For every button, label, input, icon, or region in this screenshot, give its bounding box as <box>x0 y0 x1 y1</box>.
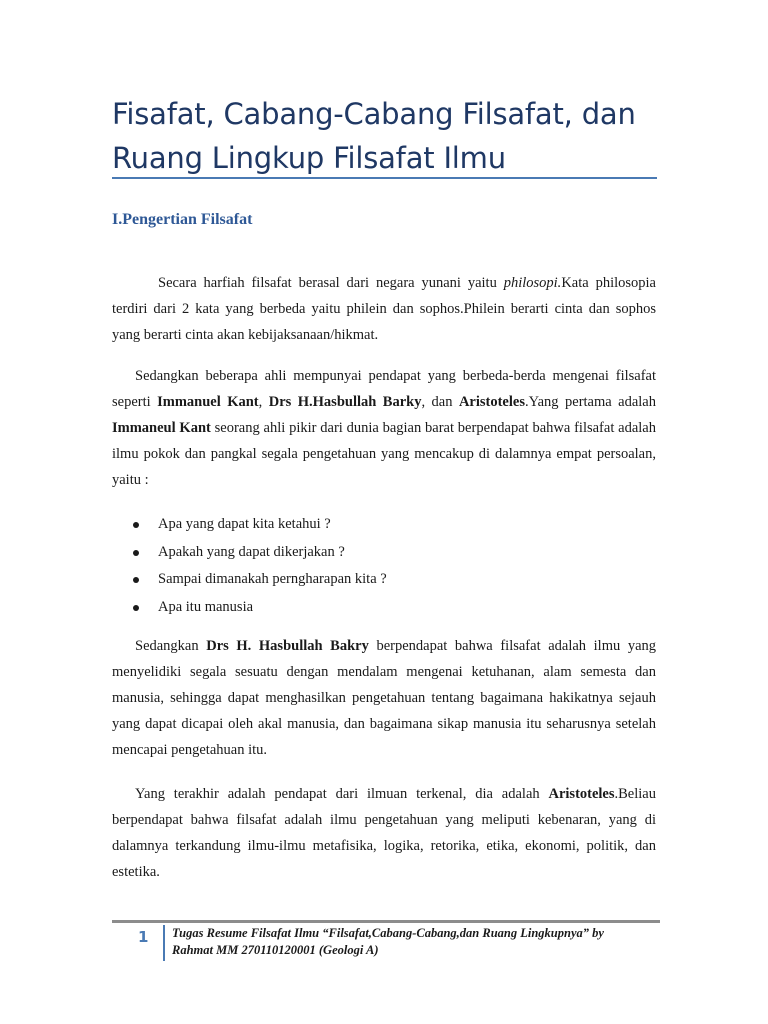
document-title <box>112 92 672 180</box>
bullet-icon <box>133 577 139 583</box>
list-item <box>112 511 656 539</box>
footer-caption <box>172 925 662 958</box>
p2-bold-immaneul: Immaneul Kant <box>112 420 211 436</box>
list-item <box>112 594 656 622</box>
list-item-text: Apakah yang dapat dikerjakan ? <box>158 543 345 560</box>
list-item <box>112 566 656 594</box>
question-list <box>112 511 656 621</box>
footer-divider <box>112 920 660 923</box>
bullet-icon <box>133 550 139 556</box>
p3-text-2: berpendapat bahwa filsafat adalah ilmu yang menyelidiki segala sesuatu dengan mendalam mengenai ketuhanan, alam semesta dan manusia, sehingga dapat menghasilkan pengetahuan tentang bagaimana hakikatnya sejauh yang dapat dicapai oleh akal manusia, dan bagaimana sikap manusia itu seharusnya setelah mencapai pengetahuan itu. <box>112 638 657 758</box>
paragraph-experts <box>112 363 656 493</box>
p2-text-2: , <box>258 394 269 410</box>
list-item-text: Apa yang dapat kita ketahui ? <box>158 516 331 532</box>
p4-text-1: Yang terakhir adalah pendapat dari ilmuan terkenal, dia adalah <box>135 786 549 802</box>
title-underline <box>112 177 657 179</box>
footer-line-2: Rahmat MM 270110120001 (Geologi A) <box>172 942 379 957</box>
p2-bold-aristoteles: Aristoteles <box>458 394 525 410</box>
p2-text-4: .Yang pertama adalah <box>524 394 656 410</box>
footer-line-1: Tugas Resume Filsafat Ilmu “Filsafat,Cabang-Cabang,dan Ruang Lingkupnya” by <box>172 926 604 940</box>
title-line-2: Ruang Lingkup Filsafat Ilmu <box>112 141 506 175</box>
paragraph-aristoteles <box>112 781 656 885</box>
p1-text-2: Kata philosopia terdiri dari 2 kata yang berbeda yaitu philein dan sophos.Philein berarti cinta dan sophos yang berarti cinta akan kebijaksanaan/hikmat. <box>112 275 656 343</box>
bullet-icon <box>133 522 139 528</box>
paragraph-etymology <box>112 270 656 348</box>
list-item-text: Apa itu manusia <box>158 598 254 615</box>
p4-text-2: .Beliau berpendapat bahwa filsafat adalah ilmu pengetahuan yang meliputi kebenaran, yang di dalamnya terkandung ilmu-ilmu metafisika, logika, retorika, etika, ekonomi, politik, dan estetika. <box>112 786 656 880</box>
bullet-icon <box>133 605 139 611</box>
title-line-1: Fisafat, Cabang-Cabang Filsafat, dan <box>112 97 636 131</box>
p2-bold-barky: Drs H.Hasbullah Barky <box>268 394 422 410</box>
section-heading: I.Pengertian Filsafat <box>112 211 253 228</box>
p2-text-3: , dan <box>421 394 459 410</box>
p2-bold-kant: Immanuel Kant <box>157 394 259 410</box>
page-number: 1 <box>138 928 149 946</box>
p1-italic-term: philosopi. <box>503 275 562 291</box>
p3-bold-bakry: Drs H. Hasbullah Bakry <box>206 638 369 654</box>
p3-text-1: Sedangkan <box>135 638 207 654</box>
list-item-text: Sampai dimanakah perngharapan kita ? <box>158 571 387 587</box>
list-item <box>112 539 656 567</box>
footer-separator <box>163 925 165 961</box>
p2-text-1: Sedangkan beberapa ahli mempunyai pendapat yang berbeda-berda mengenai filsafat seperti <box>112 368 656 410</box>
p1-text-1: Secara harfiah filsafat berasal dari negara yunani yaitu <box>158 275 504 291</box>
paragraph-bakry <box>112 633 656 763</box>
p4-bold-aristoteles: Aristoteles <box>548 786 615 802</box>
p2-text-5: seorang ahli pikir dari dunia bagian barat berpendapat bahwa filsafat adalah ilmu pokok dan pangkal segala pengetahuan yang mencakup di dalamnya empat persoalan, yaitu : <box>112 420 656 488</box>
